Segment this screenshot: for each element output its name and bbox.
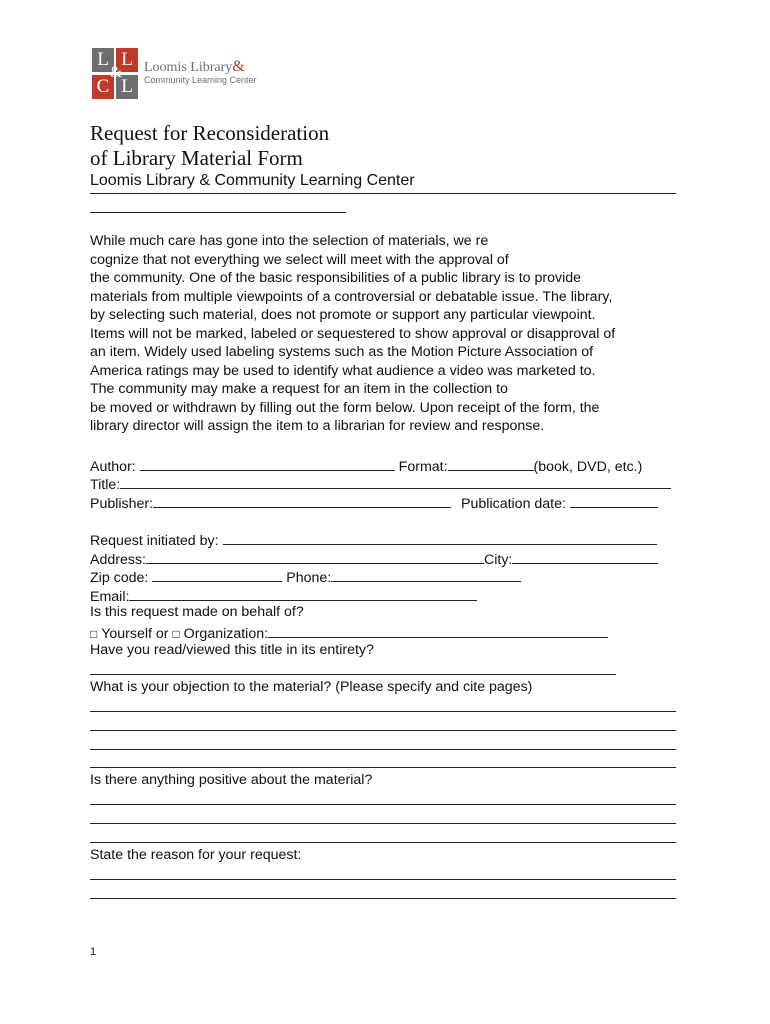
publication-date-label: Publication date: bbox=[461, 496, 566, 512]
logo-letter: C bbox=[92, 75, 114, 99]
divider-line-short bbox=[90, 212, 346, 213]
objection-answer-line[interactable] bbox=[90, 767, 676, 768]
logo-letter: L bbox=[116, 75, 138, 99]
intro-line: America ratings may be used to identify what audience a video was marketed to. bbox=[90, 363, 596, 379]
objection-answer-line[interactable] bbox=[90, 711, 676, 712]
city-field[interactable] bbox=[512, 548, 658, 564]
positive-answer-line[interactable] bbox=[90, 823, 676, 824]
publisher-row bbox=[90, 492, 658, 513]
title-line-2: of Library Material Form bbox=[90, 146, 303, 170]
read-question: Have you read/viewed this title in its entirety? bbox=[90, 642, 374, 658]
reason-answer-line[interactable] bbox=[90, 898, 676, 899]
author-field[interactable] bbox=[140, 455, 395, 471]
logo-name-amp: & bbox=[232, 58, 245, 75]
positive-question: Is there anything positive about the material? bbox=[90, 772, 373, 788]
zip-label: Zip code: bbox=[90, 570, 149, 586]
zip-phone-row bbox=[90, 566, 521, 587]
intro-line: library director will assign the item to a librarian for review and response. bbox=[90, 418, 545, 434]
intro-line: cognize that not everything we select will meet with the approval of bbox=[90, 252, 509, 268]
initiated-by-label: Request initiated by: bbox=[90, 533, 219, 549]
intro-line: the community. One of the basic responsibilities of a public library is to provide bbox=[90, 270, 582, 286]
objection-answer-line[interactable] bbox=[90, 730, 676, 731]
publisher-label: Publisher: bbox=[90, 496, 154, 512]
intro-line: While much care has gone into the selection of materials, we re bbox=[90, 233, 489, 249]
intro-line: be moved or withdrawn by filling out the form below. Upon receipt of the form, the bbox=[90, 400, 600, 416]
positive-answer-line[interactable] bbox=[90, 804, 676, 805]
yourself-checkbox[interactable]: □ bbox=[90, 627, 98, 641]
intro-line: an item. Widely used labeling systems such as the Motion Picture Association of bbox=[90, 344, 594, 360]
format-label: Format: bbox=[398, 459, 448, 475]
behalf-options-row bbox=[90, 622, 608, 643]
city-label: City: bbox=[484, 552, 513, 568]
objection-answer-line[interactable] bbox=[90, 749, 676, 750]
initiated-by-row bbox=[90, 529, 657, 550]
address-label: Address: bbox=[90, 552, 146, 568]
email-field[interactable] bbox=[129, 585, 477, 601]
title-field[interactable] bbox=[120, 473, 671, 489]
logo-letter: L bbox=[116, 48, 138, 72]
intro-line: The community may make a request for an item in the collection to bbox=[90, 381, 508, 397]
page-subtitle: Loomis Library & Community Learning Center bbox=[90, 172, 415, 189]
read-answer-line[interactable] bbox=[90, 674, 616, 675]
logo-letter: L bbox=[92, 48, 114, 72]
zip-field[interactable] bbox=[152, 566, 282, 582]
organization-checkbox[interactable]: □ bbox=[172, 627, 180, 641]
intro-line: materials from multiple viewpoints of a controversial or debatable issue. The library, bbox=[90, 289, 613, 305]
divider-line bbox=[90, 193, 676, 194]
title-row bbox=[90, 473, 671, 494]
logo-subtitle: Community Learning Center bbox=[144, 75, 257, 85]
intro-line: Items will not be marked, labeled or sequestered to show approval or disapproval of bbox=[90, 326, 616, 342]
intro-line: by selecting such material, does not promote or support any particular viewpoint. bbox=[90, 307, 596, 323]
behalf-question: Is this request made on behalf of? bbox=[90, 604, 304, 620]
phone-label: Phone: bbox=[286, 570, 332, 586]
reason-answer-line[interactable] bbox=[90, 879, 676, 880]
phone-field[interactable] bbox=[331, 566, 521, 582]
logo-mark bbox=[92, 48, 140, 100]
author-label: Author: bbox=[90, 459, 136, 475]
logo-ampersand: & bbox=[109, 64, 123, 81]
logo-name bbox=[144, 58, 245, 76]
organization-field[interactable] bbox=[268, 622, 608, 638]
positive-answer-line[interactable] bbox=[90, 842, 676, 843]
initiated-by-field[interactable] bbox=[223, 529, 657, 545]
format-field[interactable] bbox=[448, 455, 534, 471]
page-title bbox=[90, 121, 329, 171]
format-hint: (book, DVD, etc.) bbox=[533, 459, 643, 475]
organization-label: Organization: bbox=[183, 626, 269, 642]
page-number: 1 bbox=[90, 946, 97, 958]
title-label: Title: bbox=[90, 477, 121, 493]
reason-question: State the reason for your request: bbox=[90, 847, 302, 863]
yourself-label: Yourself or bbox=[101, 626, 169, 642]
publisher-field[interactable] bbox=[153, 492, 451, 508]
address-field[interactable] bbox=[146, 548, 484, 564]
email-label: Email: bbox=[90, 589, 130, 605]
publication-date-field[interactable] bbox=[570, 492, 658, 508]
objection-question: What is your objection to the material? (Please specify and cite pages) bbox=[90, 679, 533, 695]
title-line-1: Request for Reconsideration bbox=[90, 121, 330, 145]
logo-name-text: Loomis Library bbox=[144, 60, 233, 75]
